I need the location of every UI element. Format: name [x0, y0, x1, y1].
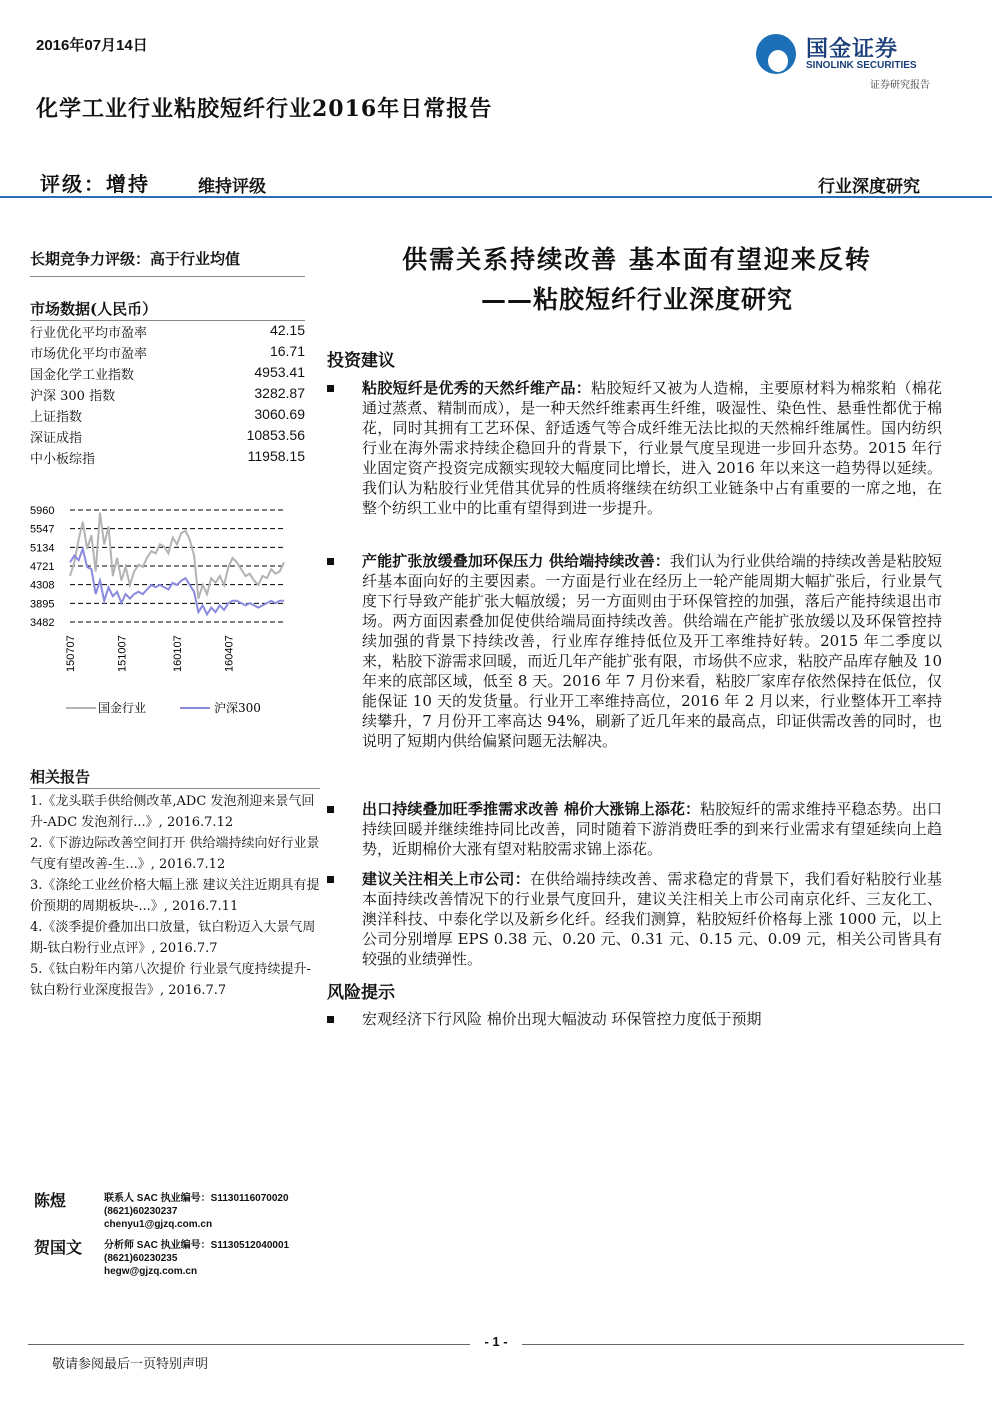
related-report-item: 3.《涤纶工业丝价格大幅上涨 建议关注近期具有提价预期的周期板块-...》, 2016.7.11: [30, 878, 320, 914]
bullet-heading: 粘胶短纤是优秀的天然纤维产品：: [362, 379, 592, 397]
invest-section-title: 投资建议: [327, 351, 395, 371]
bullet-text: 在供给端持续改善、需求稳定的背景下，我们看好粘胶行业基本面持续改善情况下的行业景气度回升，建议关注相关上市公司南京化纤、三友化工、澳洋科技、中泰化学以及新乡化纤。经我们测算，粘胶短纤价格每上涨 1000 元，以上公司分别增厚 EPS 0.38 元、0.20 元、0.31 元、0.15 元、0.09 元，相关公司皆具有较强的业绩弹性。: [362, 870, 942, 968]
logo-sub: 证券研究报告: [870, 80, 930, 91]
divider: [30, 320, 305, 321]
bullet-square-icon: [327, 1016, 334, 1023]
logo-mark-icon: [756, 34, 796, 74]
y-tick-label: 3482: [30, 617, 55, 629]
legend-label: 国金行业: [98, 701, 147, 715]
bullet-square-icon: [327, 558, 334, 565]
main-title: 供需关系持续改善 基本面有望迎来反转: [402, 245, 872, 274]
market-label: 沪深 300 指数: [30, 389, 116, 404]
market-value: 10853.56: [246, 427, 305, 443]
analyst-phone: (8621)60230237: [104, 1206, 178, 1217]
risk-text: 宏观经济下行风险 棉价出现大幅波动 环保管控力度低于预期: [362, 1010, 762, 1028]
analyst-email[interactable]: hegw@gjzq.com.cn: [104, 1266, 198, 1277]
analyst-sac: 分析师 SAC 执业编号：S1130512040001: [104, 1240, 290, 1251]
analyst-name: 贺国文: [34, 1238, 83, 1257]
series-line: [70, 549, 284, 615]
market-row: [30, 448, 305, 469]
x-tick-label: 151007: [116, 635, 129, 672]
market-value: 3282.87: [254, 385, 305, 401]
related-report-item: 2.《下游边际改善空间打开 供给端持续向好行业景气度有望改善-生...》, 2016.7.12: [30, 836, 320, 872]
rating-label: 评级：增持: [40, 172, 150, 196]
related-reports-title: 相关报告: [30, 768, 91, 786]
y-tick-label: 5547: [30, 523, 55, 536]
divider: [30, 276, 305, 277]
legend-label: 沪深300: [214, 701, 261, 715]
market-value: 16.71: [269, 343, 305, 359]
y-tick-label: 3895: [30, 598, 55, 611]
market-data-title: 市场数据(人民币）: [30, 300, 158, 318]
company-logo: [756, 28, 946, 92]
analyst-phone: (8621)60230235: [104, 1253, 178, 1264]
main-subtitle: ——粘胶短纤行业深度研究: [480, 285, 793, 314]
bullet-text: 粘胶短纤的需求维持平稳态势。出口持续回暖并继续维持同比改善，同时随着下游消费旺季的到来行业需求有望延续向上趋势，近期棉价大涨有望对粘胶需求锦上添花。: [362, 800, 942, 858]
bullet-heading: 出口持续叠加旺季推需求改善 棉价大涨锦上添花：: [362, 800, 701, 818]
related-report-item: 1.《龙头联手供给侧改革,ADC 发泡剂迎来景气回升-ADC 发泡剂行...》, 2016.7.12: [30, 794, 315, 830]
y-tick-label: 4308: [30, 579, 55, 592]
market-row: [30, 322, 305, 343]
x-tick-label: 160107: [172, 635, 184, 672]
analyst-sac: 联系人 SAC 执业编号：S1130116070020: [104, 1193, 289, 1204]
divider: [30, 788, 320, 789]
market-label: 市场优化平均市盈率: [30, 347, 148, 362]
market-value: 42.15: [269, 322, 305, 338]
x-tick-label: 150707: [65, 635, 77, 672]
bullet-heading: 建议关注相关上市公司：: [362, 870, 530, 888]
bullet-heading: 产能扩张放缓叠加环保压力 供给端持续改善：: [362, 552, 670, 570]
long-term-rating: 长期竞争力评级：高于行业均值: [30, 250, 241, 268]
bullet-text: 粘胶短纤又被为人造棉，主要原材料为棉浆粕（棉花通过蒸煮、精制而成），是一种天然纤维素再生纤维，吸湿性、染色性、悬垂性都优于棉花，同时其拥有工艺环保、舒适透气等合成纤维无法比拟的天然棉纤维属性。国内纺织行业在海外需求持续企稳回升的背景下，行业景气度呈现进一步回升态势。2015 年行业固定资产投资完成额实现较大幅度同比增长，进入 2016 年以来这一趋势得以延续。我们认为粘胶行业凭借其优异的性质将继续在纺织工业链条中占有重要的一席之地，在整个纺织工业中的比重有望得到进一步提升。: [362, 379, 942, 517]
market-row: [30, 343, 305, 364]
rating-action: 维持评级: [198, 177, 266, 197]
related-report-item: 5.《钛白粉年内第八次提价 行业景气度持续提升-钛白粉行业深度报告》, 2016.7.7: [30, 962, 311, 998]
market-value: 4953.41: [254, 364, 305, 380]
analyst-contact: [104, 1192, 289, 1231]
y-tick-label: 5134: [30, 542, 55, 555]
page-number: - 1 -: [470, 1334, 522, 1349]
market-value: 3060.69: [254, 406, 305, 422]
report-date: 2016年07月14日: [36, 37, 148, 54]
bullet-text: 我们认为行业供给端的持续改善是粘胶短纤基本面向好的主要因素。一方面是行业在经历上一轮产能周期大幅扩张后，行业景气度下行导致产能扩张大幅放缓；另一方面则由于环保管控的加强，落后产能持续退出市场。两方面因素叠加促使供给端局面持续改善。供给端在产能扩张放缓以及环保管控持续加强的背景下持续改善，行业库存维持低位及开工率维持好转。2015 年二季度以来，粘胶下游需求回暖，而近几年产能扩张有限，市场供不应求，粘胶产品库存触及 10 年来的底部区域，低至 8 天。2016 年 7 月份来看，粘胶厂家库存依然保持在低位，仅能保证 10 天的发货量。行业开工率维持高位，2016 年 2 月以来，行业整体开工率持续攀升，7 月份开工率高达 94%，刷新了近几年来的最高点，印证供需改善的同时，也说明了短期内供给偏紧问题无法解决。: [362, 552, 942, 750]
market-label: 深证成指: [30, 431, 83, 446]
y-tick-label: 5960: [30, 505, 55, 517]
risk-section-title: 风险提示: [327, 983, 395, 1003]
bullet-square-icon: [327, 876, 334, 883]
market-label: 上证指数: [30, 410, 83, 425]
report-type: 行业深度研究: [818, 177, 920, 197]
related-report-item: 4.《淡季提价叠加出口放量，钛白粉迈入大景气周期-钛白粉行业点评》, 2016.7.7: [30, 920, 316, 956]
market-row: [30, 364, 305, 385]
logo-en: SINOLINK SECURITIES: [806, 60, 917, 71]
market-value: 11958.15: [247, 448, 305, 464]
footer-note: 敬请参阅最后一页特别声明: [52, 1357, 209, 1372]
report-title: 化学工业行业粘胶短纤行业2016年日常报告: [36, 96, 493, 122]
analyst-email[interactable]: chenyu1@gjzq.com.cn: [104, 1219, 213, 1230]
analyst-contact: [104, 1239, 289, 1278]
bullet-square-icon: [327, 385, 334, 392]
index-chart: [28, 494, 298, 724]
y-tick-label: 4721: [30, 561, 55, 573]
market-label: 国金化学工业指数: [30, 368, 135, 383]
market-label: 中小板综指: [30, 452, 96, 467]
analyst-name: 陈煜: [34, 1191, 67, 1210]
logo-cn: 国金证券: [806, 36, 899, 62]
market-label: 行业优化平均市盈率: [30, 326, 148, 341]
market-row: [30, 427, 305, 448]
bullet-square-icon: [327, 806, 334, 813]
x-tick-label: 160407: [223, 635, 236, 672]
market-row: [30, 385, 305, 406]
market-row: [30, 406, 305, 427]
